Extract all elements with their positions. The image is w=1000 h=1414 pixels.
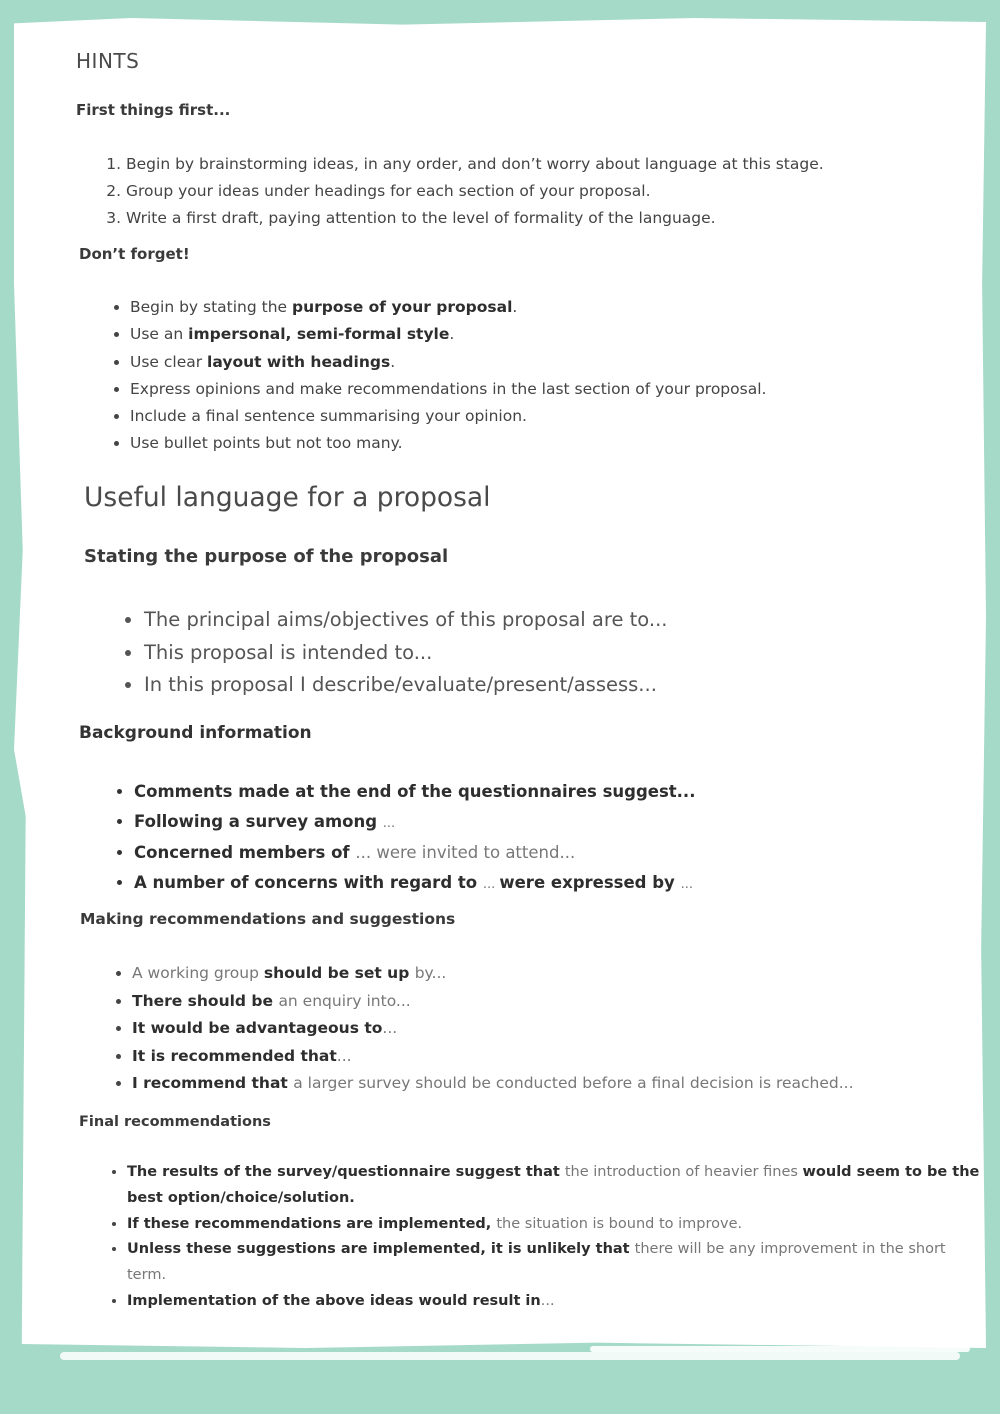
list-item: • Use bullet points but not too many. xyxy=(130,430,1000,457)
list-item: • It is recommended that... xyxy=(132,1043,1000,1071)
list-item: • This proposal is intended to... xyxy=(144,637,984,670)
list-item: • I recommend that a larger survey should be conducted before a final decision is reached... xyxy=(132,1070,1000,1098)
list-item: • Unless these suggestions are implemented, it is unlikely that there will be any improvement in the short term. xyxy=(127,1237,987,1289)
background-info-list xyxy=(92,777,994,900)
list-item: • The results of the survey/questionnaire suggest that the introduction of heavier fines would seem to be the best option/choice/solution. xyxy=(127,1160,987,1212)
background-info-heading: Background information xyxy=(79,723,312,743)
making-recommendations-list xyxy=(86,960,1000,1098)
list-item: • A number of concerns with regard to ... were expressed by ... xyxy=(134,868,994,900)
list-item: • Express opinions and make recommendations in the last section of your proposal. xyxy=(130,376,1000,403)
steps-list xyxy=(76,151,1000,232)
list-item: • Implementation of the above ideas would result in... xyxy=(127,1289,987,1315)
making-recommendations-heading: Making recommendations and suggestions xyxy=(80,910,456,928)
dont-forget-list xyxy=(80,294,1000,458)
final-recommendations-heading: Final recommendations xyxy=(79,1114,271,1130)
final-recommendations-list xyxy=(82,1160,987,1315)
list-item: 3. Write a first draft, paying attention to the level of formality of the language. xyxy=(126,205,1000,232)
brush-stroke-decoration xyxy=(590,1346,970,1352)
list-item: 2. Group your ideas under headings for each section of your proposal. xyxy=(126,178,1000,205)
list-item: 1. Begin by brainstorming ideas, in any order, and don’t worry about language at this stage. xyxy=(126,151,1000,178)
list-item: • Following a survey among ... xyxy=(134,807,994,839)
hints-title: HINTS xyxy=(76,49,140,73)
stating-purpose-list xyxy=(100,604,984,702)
list-item: • Concerned members of ... were invited to attend... xyxy=(134,838,994,868)
stating-purpose-heading: Stating the purpose of the proposal xyxy=(84,546,449,567)
useful-language-title: Useful language for a proposal xyxy=(84,482,491,513)
list-item: • Begin by stating the purpose of your proposal. xyxy=(130,294,1000,321)
list-item: • Comments made at the end of the questionnaires suggest... xyxy=(134,777,994,807)
list-item: • Use an impersonal, semi-formal style. xyxy=(130,321,1000,348)
first-things-heading: First things first... xyxy=(76,101,231,119)
list-item: • There should be an enquiry into... xyxy=(132,988,1000,1016)
list-item: • In this proposal I describe/evaluate/present/assess... xyxy=(144,669,984,702)
list-item: • Use clear layout with headings. xyxy=(130,349,1000,376)
dont-forget-heading: Don’t forget! xyxy=(79,245,190,263)
brush-stroke-decoration xyxy=(60,1352,960,1360)
list-item: • A working group should be set up by... xyxy=(132,960,1000,988)
list-item: • The principal aims/objectives of this proposal are to... xyxy=(144,604,984,637)
list-item: • It would be advantageous to... xyxy=(132,1015,1000,1043)
list-item: • If these recommendations are implemented, the situation is bound to improve. xyxy=(127,1212,987,1238)
list-item: • Include a final sentence summarising your opinion. xyxy=(130,403,1000,430)
